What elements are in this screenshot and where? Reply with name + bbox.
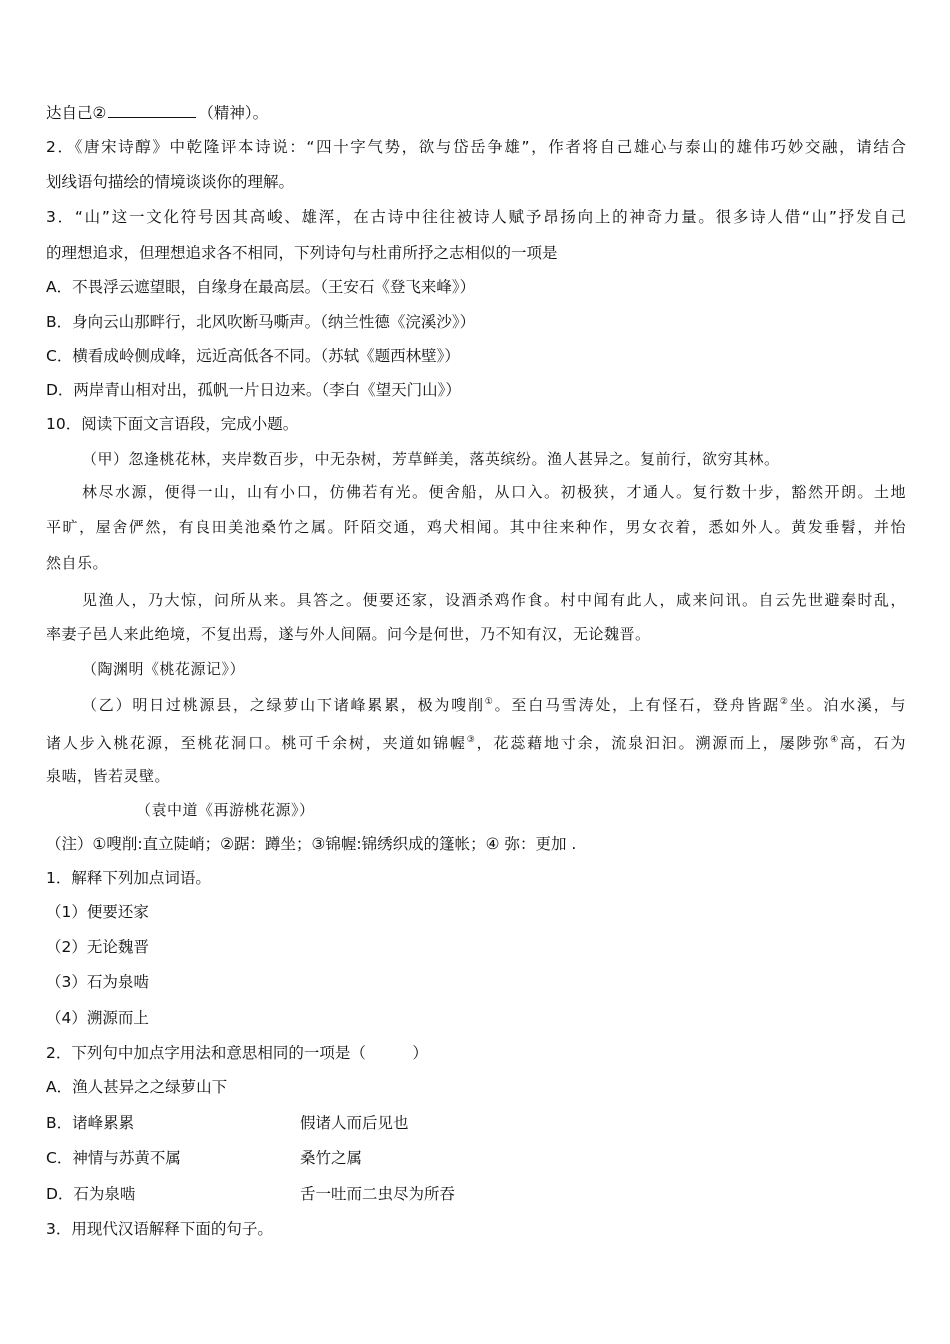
text-fragment: （乙）明日过桃源县，之绿萝山下诸峰累累，极为嗖削 [82,696,485,714]
classical-text-line: 林尽水源，便得一山，山有小口，仿佛若有光。便舍船，从口入。初极狭，才通人。复行数十步，豁然开朗。土地 [82,483,906,501]
question-heading: 3．用现代汉语解释下面的句子。 [46,1220,273,1238]
option-left: D．石为泉啮 [46,1185,136,1203]
classical-text-line: （甲）忽逢桃花林，夹岸数百步，中无杂树，芳草鲜美，落英缤纷。渔人甚异之。复前行，欲穷其林。 [82,450,780,468]
text-line [46,103,268,123]
classical-text-line [46,730,906,753]
question-heading: 2．下列句中加点字用法和意思相同的一项是（ ） [46,1044,428,1062]
option-line: A．渔人甚异之之绿萝山下 [46,1078,228,1096]
text-fragment: 诸人步入桃花源，至桃花洞口。桃可千余树，夹道如锦幄 [46,734,467,752]
footnote-marker: ① [484,697,495,707]
option-line: D．两岸青山相对出，孤帆一片日边来。（李白《望天门山》） [46,381,461,399]
option-right: 假诸人而后见也 [300,1114,409,1132]
question-heading: 1．解释下列加点词语。 [46,869,211,887]
question-heading: 10．阅读下面文言语段，完成小题。 [46,415,299,433]
text-fragment: 。至白马雪涛处，上有怪石，登舟皆踞 [494,696,780,714]
footnote-marker: ② [779,697,790,707]
text-line: 的理想追求，但理想追求各不相同，下列诗句与杜甫所抒之志相似的一项是 [46,244,558,262]
option-line: A．不畏浮云遮望眼，自缘身在最高层。（王安石《登飞来峰》） [46,278,476,296]
option-line [46,1184,646,1204]
option-right: 桑竹之属 [300,1149,363,1167]
text-line: 划线语句描绘的情境谈谈你的理解。 [46,173,295,191]
option-line [46,1113,646,1133]
classical-text-line: 见渔人，乃大惊，问所从来。具答之。便要还家，设酒杀鸡作食。村中闻有此人，咸来问讯。自云先世避秦时乱， [82,591,906,609]
text-fragment: 坐。泊水溪，与 [789,696,906,714]
sub-item: （4）溯源而上 [46,1009,149,1027]
text-fragment: ，花蕊藉地寸余，流泉汩汩。溯源而上，屡陟弥 [476,734,831,752]
answer-blank [108,103,196,118]
footnote-marker: ③ [466,735,477,745]
text-line: 3．“山”这一文化符号因其高峻、雄浑，在古诗中往往被诗人赋予昂扬向上的神奇力量。很多诗人借“山”抒发自己 [46,208,906,226]
option-line: B．身向云山那畔行，北风吹断马嘶声。（纳兰性德《浣溪沙》） [46,313,476,331]
sub-item: （2）无论魏晋 [46,938,149,956]
footnote-marker: ④ [830,735,840,745]
sub-item: （1）便要还家 [46,903,149,921]
source-citation: （陶渊明《桃花源记》） [82,660,246,678]
text-fragment: 高，石为 [839,734,906,752]
option-left: C．神情与苏黄不属 [46,1149,181,1167]
classical-text-line: 率妻子邑人来此绝境，不复出焉，遂与外人间隔。问今是何世，乃不知有汉，无论魏晋。 [46,625,651,643]
option-right: 舌一吐而二虫尽为所吞 [300,1185,456,1203]
option-line [46,1148,646,1168]
source-citation: （袁中道《再游桃花源》） [136,801,315,819]
footnote-line: （注）①嗖削:直立陡峭；②踞：蹲坐；③锦幄:锦绣织成的篷帐；④ 弥：更加 . [46,835,577,853]
classical-text-line: 然自乐。 [46,554,109,572]
classical-text-line: 平旷，屋舍俨然，有良田美池桑竹之属。阡陌交通，鸡犬相闻。其中往来种作，男女衣着，悉如外人。黄发垂髫，并怡 [46,518,906,536]
text-fragment: 达自己② [46,104,107,122]
classical-text-line [82,692,906,715]
classical-text-line: 泉啮，皆若灵壁。 [46,767,171,785]
option-line: C．横看成岭侧成峰，远近高低各不同。（苏轼《题西林壁》） [46,347,460,365]
sub-item: （3）石为泉啮 [46,973,149,991]
text-fragment: （精神）。 [198,104,269,122]
text-line: 2．《唐宋诗醇》中乾隆评本诗说：“四十字气势，欲与岱岳争雄”，作者将自己雄心与泰山的雄伟巧妙交融，请结合 [46,138,906,156]
option-left: B．诸峰累累 [46,1114,135,1132]
